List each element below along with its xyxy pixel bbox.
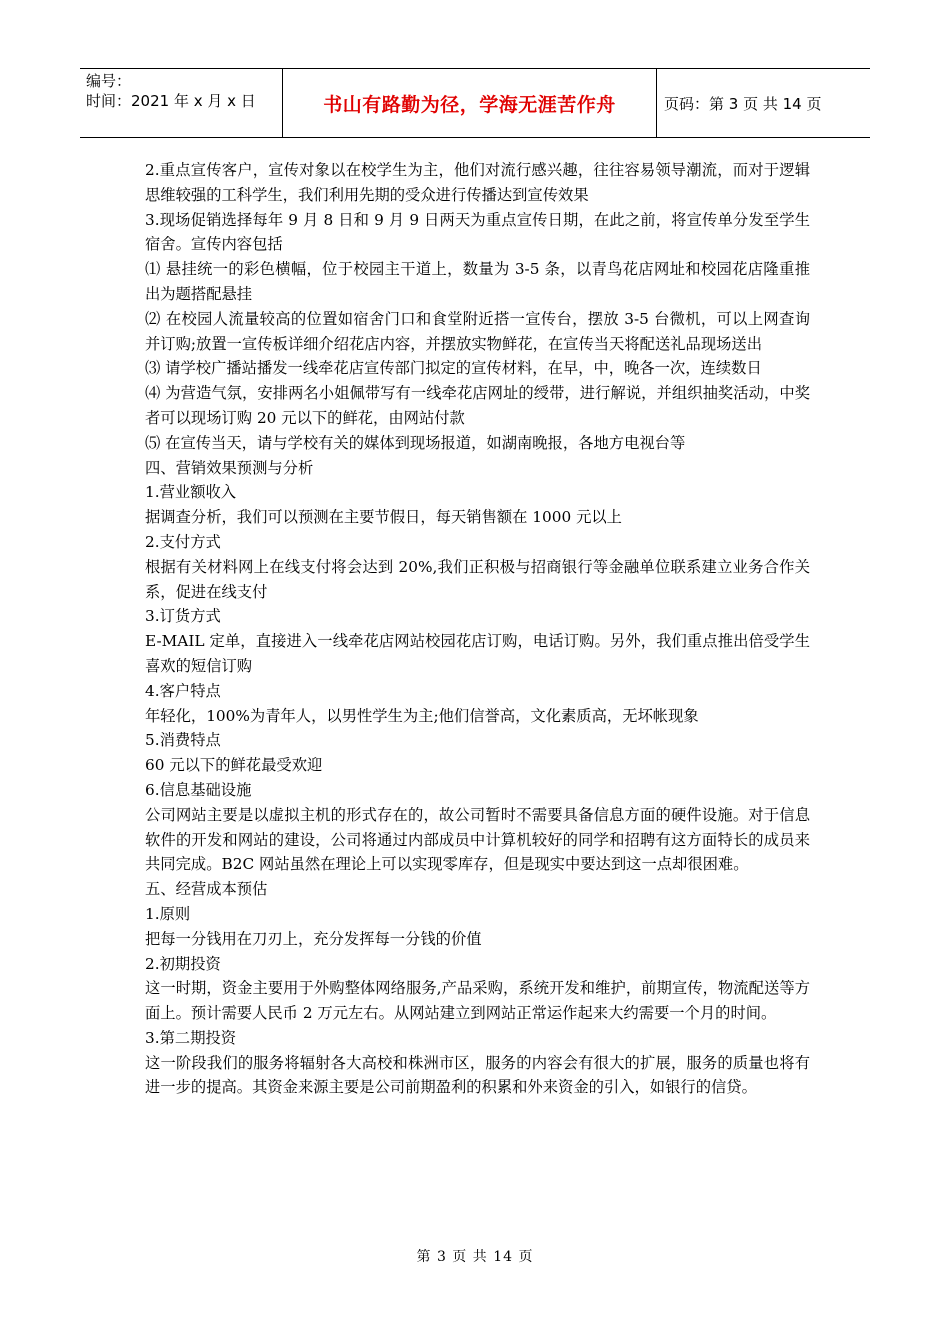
section-heading: 四、营销效果预测与分析 [145,458,314,477]
paragraph: 公司网站主要是以虚拟主机的形式存在的，故公司暂时不需要具备信息方面的硬件设施。对于信息软件的开发和网站的建设，公司将通过内部成员中计算机较好的同学和招聘有这方面特长的成员来共同完成。B2C 网站虽然在理论上可以实现零库存，但是现实中要达到这一点却很困难。 [145,805,810,874]
paragraph: 根据有关材料网上在线支付将会达到 20%,我们正积极与招商银行等金融单位联系建立业务合作关系，促进在线支付 [145,557,810,601]
paragraph: 据调查分析，我们可以预测在主要节假日，每天销售额在 1000 元以上 [145,508,622,527]
subsection-heading: 3.订货方式 [145,607,221,626]
list-item: ⑸ 在宣传当天，请与学校有关的媒体到现场报道，如湖南晚报，各地方电视台等 [145,433,686,452]
subsection-heading: 4.客户特点 [145,681,221,700]
subsection-heading: 2.支付方式 [145,532,221,551]
header-divider [656,69,657,137]
header-meta [86,71,284,111]
subsection-heading: 1.原则 [145,904,191,923]
paragraph: 把每一分钱用在刀刃上，充分发挥每一分钱的价值 [145,929,482,948]
paragraph: 这一阶段我们的服务将辐射各大高校和株洲市区，服务的内容会有很大的扩展，服务的质量也将有进一步的提高。其资金来源主要是公司前期盈利的积累和外来资金的引入，如银行的信贷。 [145,1053,810,1097]
section-heading: 五、经营成本预估 [145,880,268,899]
document-number-label: 编号： [86,72,132,90]
document-body [145,158,810,1100]
page-header [80,68,870,138]
list-item: ⑵ 在校园人流量较高的位置如宿舍门口和食堂附近搭一宣传台，摆放 3-5 台微机，可以上网查询并订购;放置一宣传板详细介绍花店内容，并摆放实物鲜花，在宣传当天将配送礼品现场送出 [145,309,810,353]
header-motto: 书山有路勤为径，学海无涯苦作舟 [323,93,616,116]
subsection-heading: 5.消费特点 [145,731,221,750]
document-date-label: 时间：2021 年 x 月 x 日 [86,92,256,110]
subsection-heading: 2.初期投资 [145,954,221,973]
paragraph: 60 元以下的鲜花最受欢迎 [145,756,323,775]
subsection-heading: 1.营业额收入 [145,483,237,502]
list-item: ⑶ 请学校广播站播发一线牵花店宣传部门拟定的宣传材料，在早，中，晚各一次，连续数日 [145,359,762,378]
paragraph: 3.现场促销选择每年 9 月 8 日和 9 月 9 日两天为重点宣传日期，在此之前，将宣传单分发至学生宿舍。宣传内容包括 [145,210,810,254]
header-page-info: 页码：第 3 页 共 14 页 [664,94,822,113]
list-item: ⑴ 悬挂统一的彩色横幅，位于校园主干道上，数量为 3-5 条，以青鸟花店网址和校园花店隆重推出为题搭配悬挂 [145,260,810,303]
paragraph: E-MAIL 定单，直接进入一线牵花店网站校园花店订购，电话订购。另外，我们重点推出倍受学生喜欢的短信订购 [145,632,810,675]
paragraph: 年轻化，100%为青年人，以男性学生为主;他们信誉高，文化素质高，无坏帐现象 [145,706,699,725]
subsection-heading: 3.第二期投资 [145,1028,237,1047]
paragraph: 这一时期，资金主要用于外购整体网络服务,产品采购，系统开发和维护，前期宣传，物流配送等方面上。预计需要人民币 2 万元左右。从网站建立到网站正常运作起来大约需要一个月的时间。 [145,979,810,1023]
paragraph: 2.重点宣传客户，宣传对象以在校学生为主，他们对流行感兴趣，往往容易领导潮流，而对于逻辑思维较强的工科学生，我们利用先期的受众进行传播达到宣传效果 [145,161,810,204]
list-item: ⑷ 为营造气氛，安排两名小姐佩带写有一线牵花店网址的绶带，进行解说，并组织抽奖活动，中奖者可以现场订购 20 元以下的鲜花，由网站付款 [145,384,810,427]
subsection-heading: 6.信息基础设施 [145,780,252,799]
page-footer: 第 3 页 共 14 页 [416,1249,534,1265]
